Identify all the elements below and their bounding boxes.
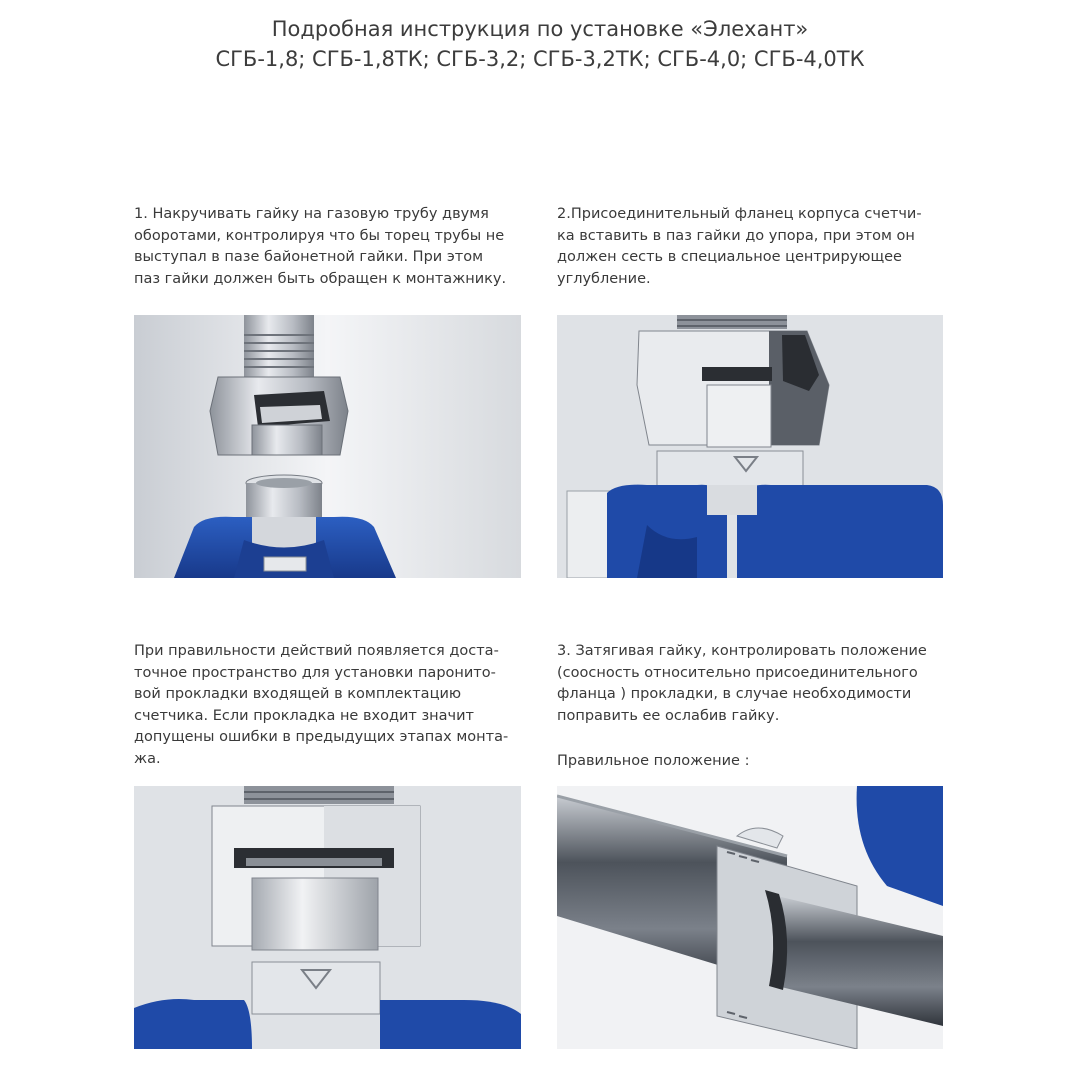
page-title — [0, 14, 1080, 74]
illustration-nut-above-flange — [134, 315, 521, 578]
illustration-correct-position — [557, 786, 943, 1049]
title-line-2: СГБ-1,8; СГБ-1,8ТК; СГБ-3,2; СГБ-3,2ТК; СГБ-4,0; СГБ-4,0ТК — [215, 47, 865, 71]
illustration-gasket-placement — [134, 786, 521, 1049]
gasket-note-text: При правильности действий появляется доста- точное пространство для установки паронито- вой прокладки входящей в комплектацию счетчика. Если прокладка не входит значит допущены ошибки в предыдущих этапах монта- жа. — [134, 643, 509, 767]
step-1-text: 1. Накручивать гайку на газовую трубу двумя оборотами, контролируя что бы торец трубы не выступал в пазе байонетной гайки. При этом паз гайки должен быть обращен к монтажнику. — [134, 206, 507, 287]
step-3-text: 3. Затягивая гайку, контролировать положение (соосность относительно присоединительного фланца ) прокладки, в случае необходимости поправить ее ослабив гайку. — [557, 643, 927, 724]
step-2-text: 2.Присоединительный фланец корпуса счетчи- ка вставить в паз гайки до упора, при этом он должен сесть в специальное центрирующее углубление. — [557, 206, 922, 287]
illustration-flange-in-nut — [557, 315, 943, 578]
correct-position-label: Правильное положение : — [557, 753, 750, 769]
title-line-1: Подробная инструкция по установке «Элехант» — [271, 17, 809, 41]
